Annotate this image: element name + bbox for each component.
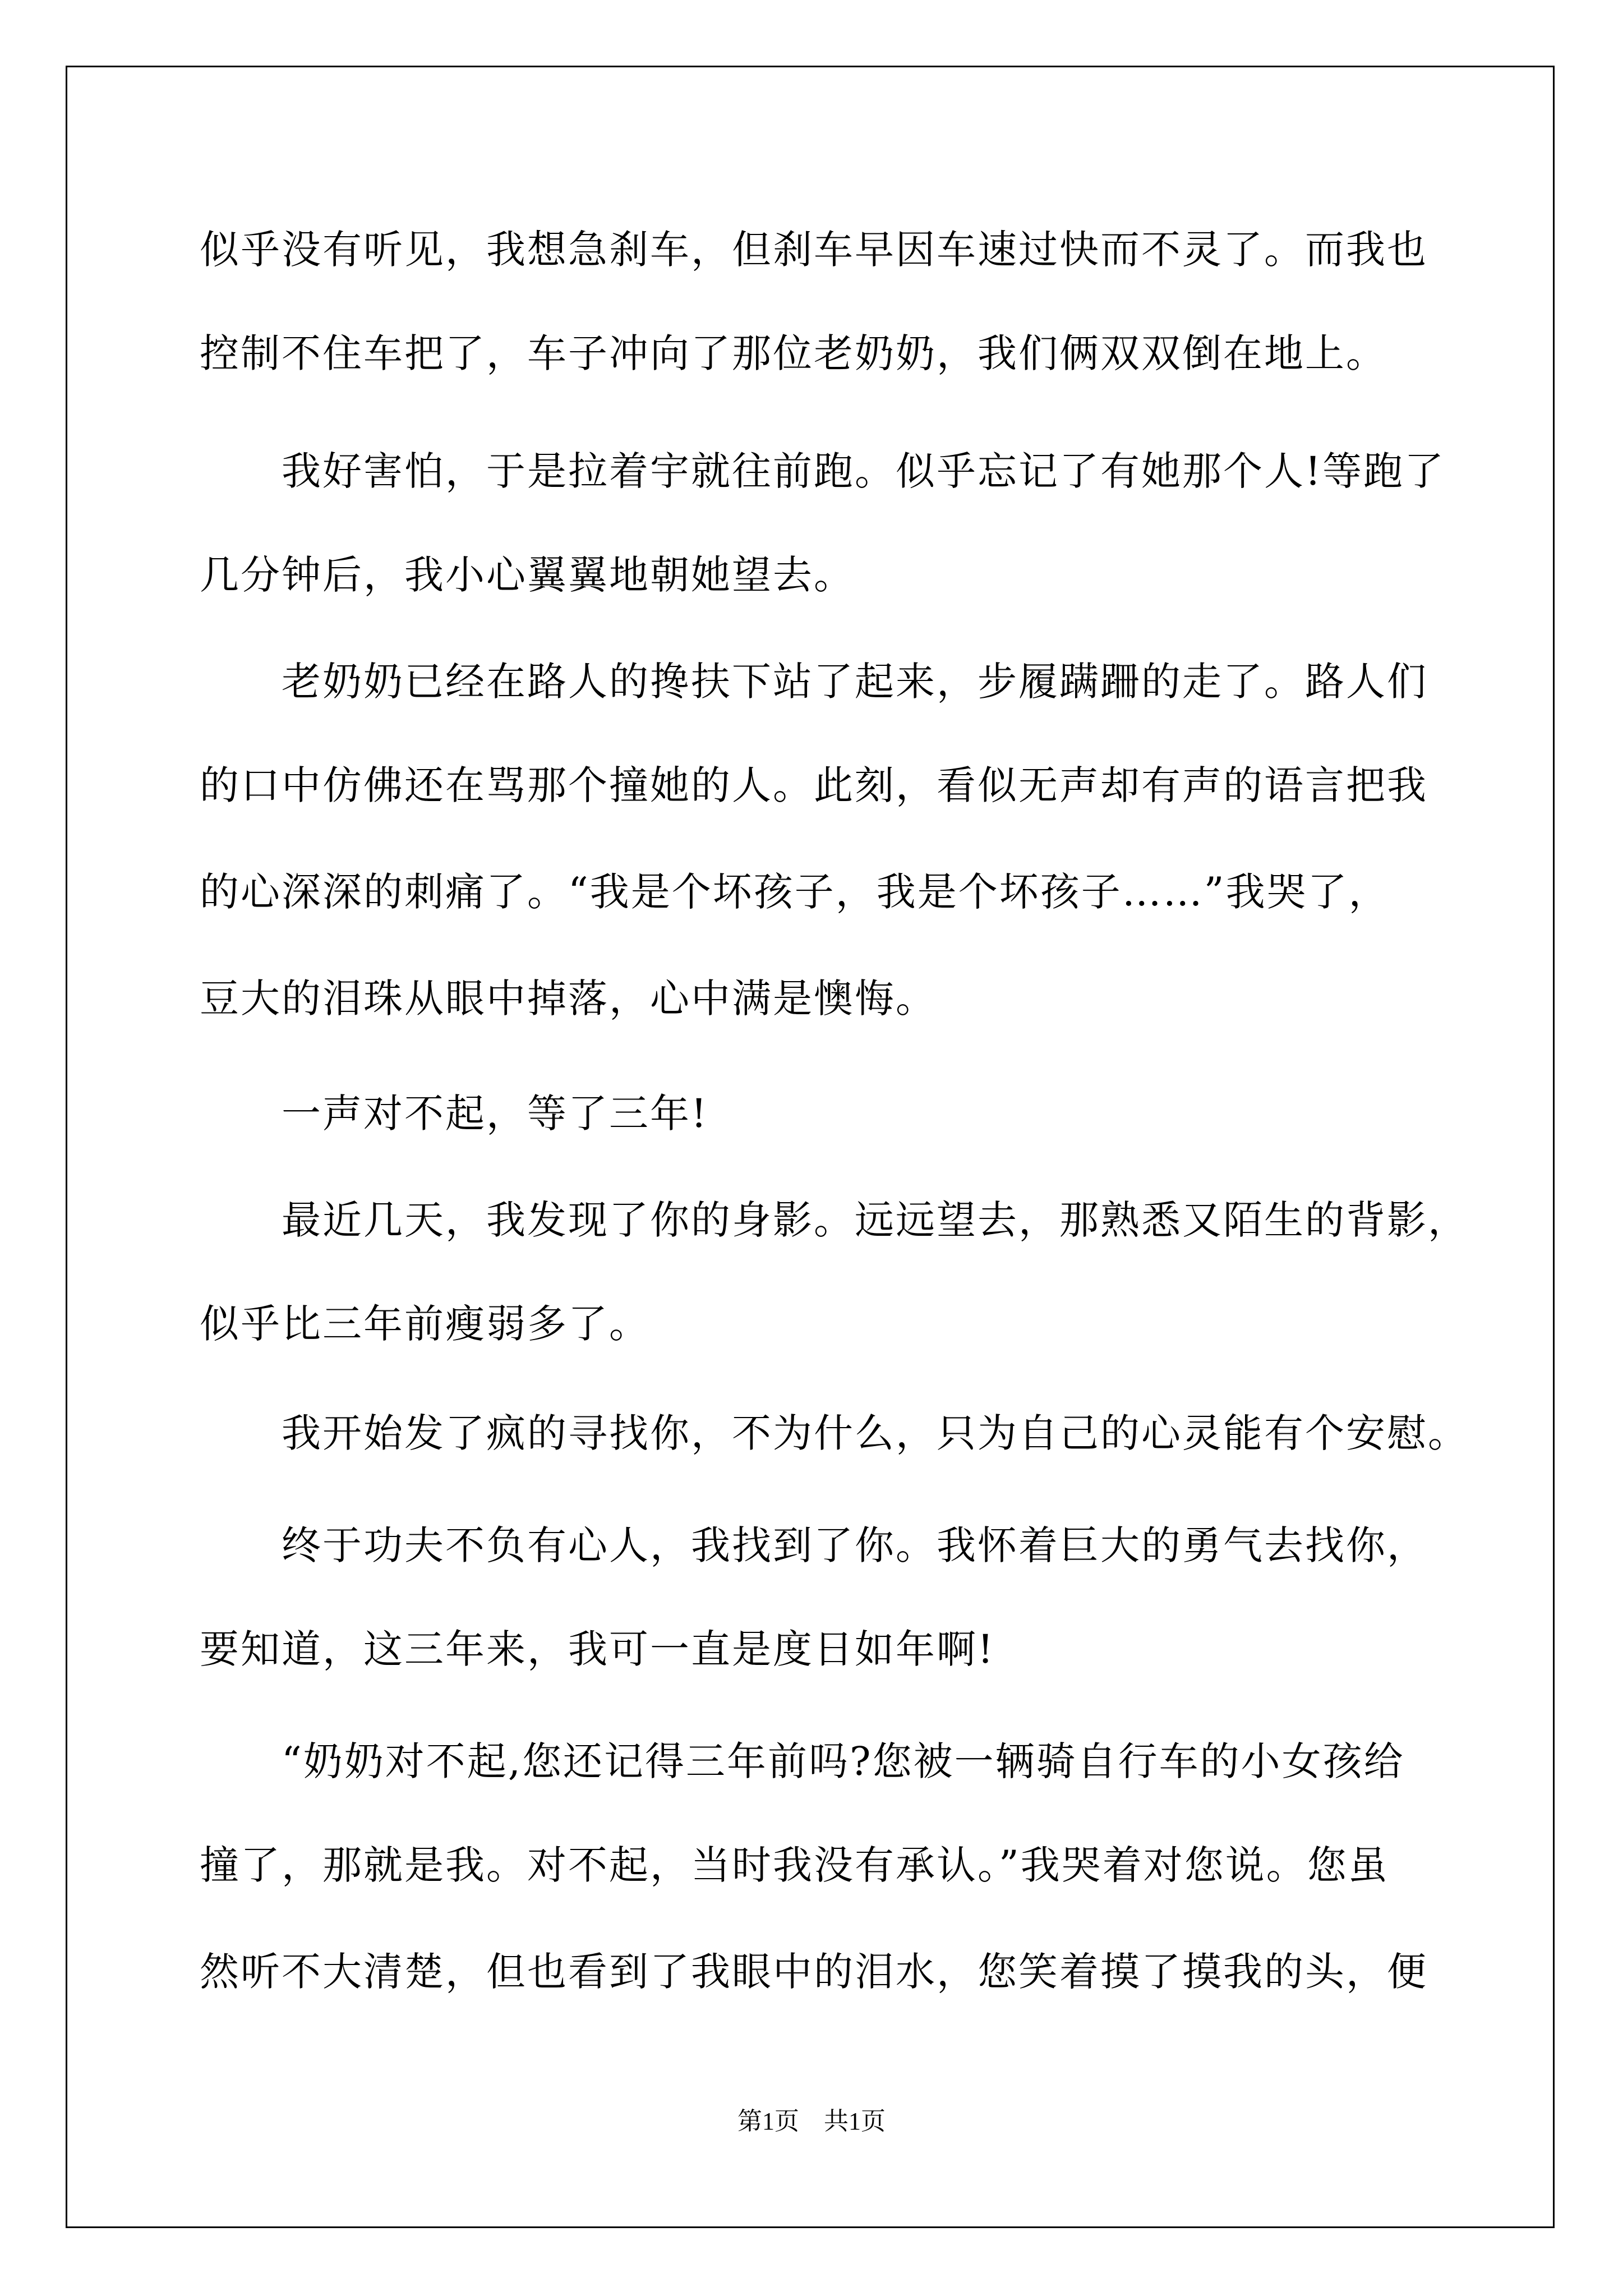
text-line: 终于功夫不负有心人，我找到了你。我怀着巨大的勇气去找你， [282, 1522, 1428, 1568]
text-line: 似乎没有听见，我想急刹车，但刹车早因车速过快而不灵了。而我也 [200, 227, 1428, 273]
text-line: 撞了，那就是我。对不起，当时我没有承认。”我哭着对您说。您虽 [200, 1842, 1389, 1888]
text-line: 豆大的泪珠从眼中掉落，心中满是懊悔。 [200, 976, 937, 1022]
text-line: 最近几天，我发现了你的身影。远远望去，那熟悉又陌生的背影， [282, 1197, 1469, 1243]
text-line: 我开始发了疯的寻找你，不为什么，只为自己的心灵能有个安慰。 [282, 1410, 1469, 1456]
text-line: 控制不住车把了，车子冲向了那位老奶奶，我们俩双双倒在地上。 [200, 330, 1387, 376]
text-line: 的心深深的刺痛了。“我是个坏孩子，我是个坏孩子……”我哭了， [200, 869, 1390, 915]
text-line: 老奶奶已经在路人的搀扶下站了起来，步履蹒跚的走了。路人们 [282, 659, 1428, 705]
text-line: 要知道，这三年来，我可一直是度日如年啊! [200, 1626, 995, 1672]
text-line: 一声对不起，等了三年! [282, 1091, 709, 1137]
text-line: 的口中仿佛还在骂那个撞她的人。此刻，看似无声却有声的语言把我 [200, 762, 1428, 808]
text-line: 似乎比三年前瘦弱多了。 [200, 1301, 650, 1347]
text-line: 然听不大清楚，但也看到了我眼中的泪水，您笑着摸了摸我的头，便 [200, 1949, 1428, 1995]
page-border [66, 66, 1555, 2228]
page-number-footer: 第1页 共1页 [737, 2108, 886, 2135]
text-line: “奶奶对不起,您还记得三年前吗?您被一辆骑自行车的小女孩给 [282, 1738, 1405, 1784]
text-line: 几分钟后，我小心翼翼地朝她望去。 [200, 552, 855, 598]
text-line: 我好害怕，于是拉着宇就往前跑。似乎忘记了有她那个人!等跑了 [282, 448, 1446, 494]
